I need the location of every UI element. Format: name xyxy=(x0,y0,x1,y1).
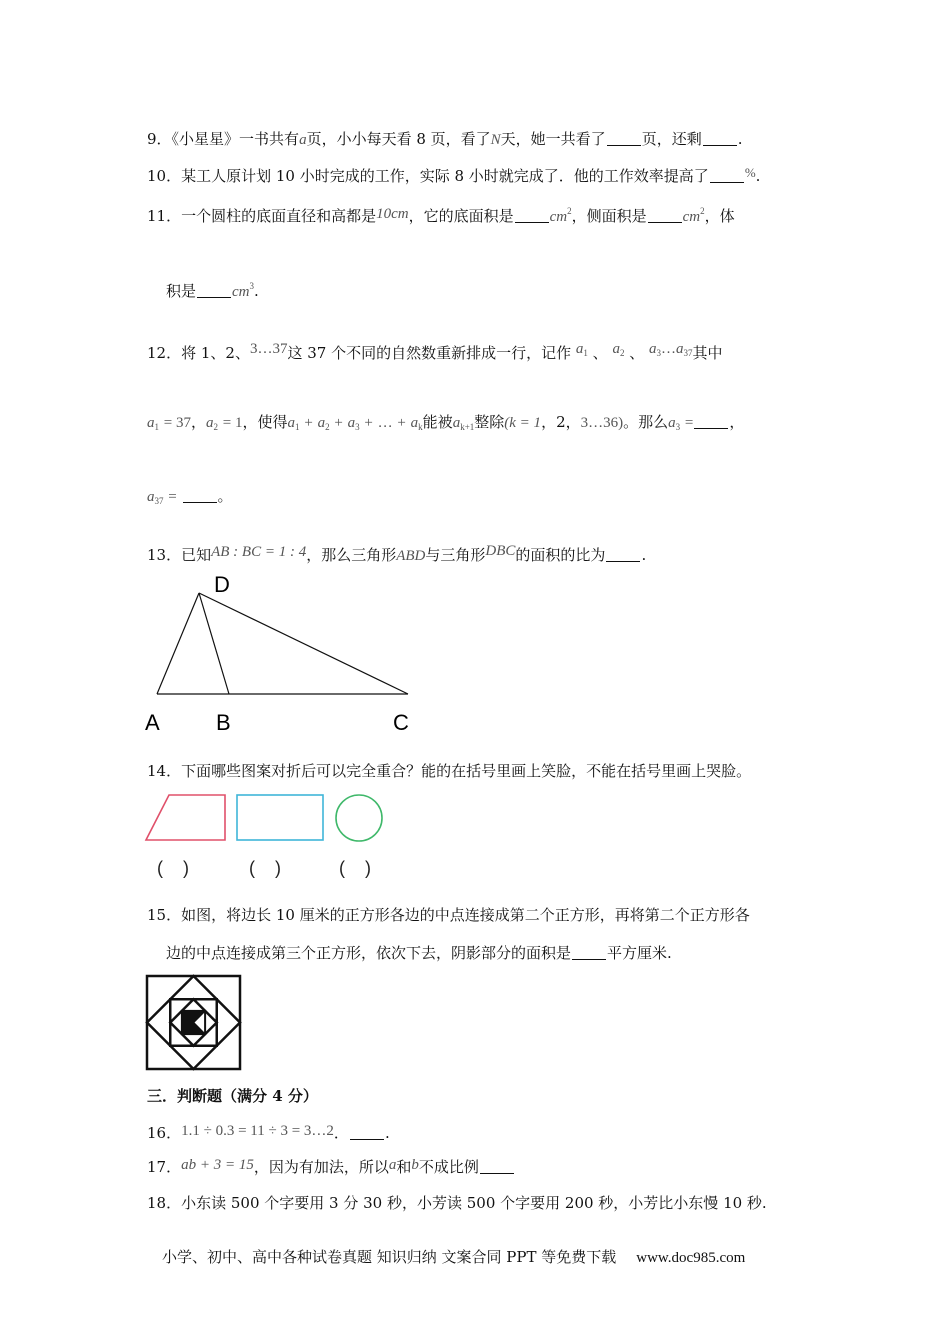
footer-url[interactable]: www.doc985.com xyxy=(636,1250,746,1266)
question-11-cont: 积是 $cm^3$. xyxy=(166,281,259,300)
answer-blank[interactable] xyxy=(710,168,744,183)
question-15: 15．如图，将边长 10 厘米的正方形各边的中点连接成第二个正方形，再将第二个正方形各 xyxy=(147,906,750,924)
segment-da xyxy=(157,593,199,694)
label-b: B xyxy=(216,710,231,735)
answer-blank[interactable] xyxy=(648,208,682,223)
page-footer xyxy=(162,1246,745,1267)
segment-db xyxy=(199,593,229,694)
question-15-cont: 边的中点连接成第三个正方形，依次下去，阴影部分的面积是 平方厘米. xyxy=(166,944,672,962)
answer-paren-1[interactable]: ( ) xyxy=(157,858,189,878)
section-title: 三．判断题（满分 4 分） xyxy=(147,1087,318,1105)
answer-blank[interactable] xyxy=(480,1159,514,1174)
answer-blank[interactable] xyxy=(694,414,728,429)
question-12: 12．将 1、2、3…37这 37 个不同的自然数重新排成一行，记作 $a^1$ 、 $a^2$ 、 $a^3\dots a^{37}$其中 xyxy=(147,341,723,362)
answer-blank[interactable] xyxy=(515,208,549,223)
question-18: 18．小东读 500 个字要用 3 分 30 秒，小芳读 500 个字要用 200 秒，小芳比小东慢 10 秒. xyxy=(147,1194,767,1212)
answer-blank[interactable] xyxy=(606,547,640,562)
label-c: C xyxy=(393,710,409,735)
trapezoid-shape xyxy=(146,795,225,840)
triangle-figure xyxy=(140,570,440,740)
circle-shape xyxy=(336,795,382,841)
label-d: D xyxy=(214,572,230,597)
answer-blank[interactable] xyxy=(703,131,737,146)
question-12-cont2: $a_{37}$ = 。 xyxy=(147,487,233,506)
shapes-figure xyxy=(140,790,400,890)
footer-text: 小学、初中、高中各种试卷真题 知识归纳 文案合同 PPT 等免费下载 xyxy=(162,1248,617,1266)
question-17: 17．ab + 3 = 15，因为有加法，所以a和b不成比例 xyxy=(147,1155,515,1177)
answer-blank[interactable] xyxy=(183,488,217,503)
answer-blank[interactable] xyxy=(197,283,231,298)
question-9: 9．《小星星》一书共有a页，小小每天看 8 页，看了N天，她一共看了 页，还剩 . xyxy=(147,130,743,148)
answer-blank[interactable] xyxy=(350,1125,384,1140)
nested-squares-figure xyxy=(145,973,245,1073)
answer-blank[interactable] xyxy=(572,945,606,960)
question-16: 16．1.1 ÷ 0.3 = 11 ÷ 3 = 3…2． . xyxy=(147,1123,390,1142)
segment-dc xyxy=(199,593,408,694)
question-13: 13．已知AB : BC = 1 : 4，那么三角形ABD与三角形DBC的面积的比为 . xyxy=(147,543,647,564)
answer-paren-2[interactable]: ( ) xyxy=(249,858,281,878)
question-12-cont: $a_1 = 37$，$a_2 = 1$，使得$a_1 + a_2 + a_3$ + … + $a_k$能被$a_{k+1}$整除(k = 1，2，3…36)。那么$a_3$ = ， xyxy=(147,413,745,432)
label-a: A xyxy=(145,710,160,735)
answer-paren-3[interactable]: ( ) xyxy=(339,858,371,878)
question-10: 10．某工人原计划 10 小时完成的工作，实际 8 小时就完成了．他的工作效率提高了 %. xyxy=(147,165,761,185)
rectangle-shape xyxy=(237,795,323,840)
question-11: 11．一个圆柱的底面直径和高都是10cm，它的底面积是 $cm^2$，侧面积是 $cm^2$，体 xyxy=(147,206,735,225)
answer-blank[interactable] xyxy=(607,131,641,146)
question-14: 14．下面哪些图案对折后可以完全重合？能的在括号里画上笑脸，不能在括号里画上哭脸。 xyxy=(147,762,752,780)
